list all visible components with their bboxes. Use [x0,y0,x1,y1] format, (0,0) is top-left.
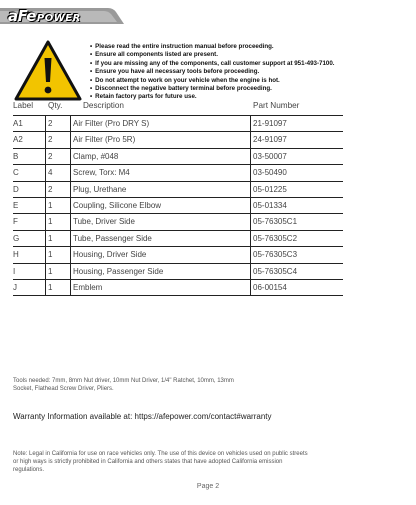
row-part-number: 05-76305C4 [253,266,298,276]
row-description: Coupling, Silicone Elbow [73,200,162,210]
warning-icon [14,40,82,102]
row-label: H [13,250,19,260]
tools-needed-text: Tools needed: 7mm, 8mm Nut driver, 10mm Nut Driver, 1/4" Ratchet, 10mm, 13mm Socket, Flathead Screw Driver, Pliers. [13,378,234,392]
warning-item: • Disconnect the negative battery terminal before proceeding. [90,85,410,93]
row-label: F [13,217,18,227]
column-header-qty: Qty. [48,101,63,110]
row-description: Plug, Urethane [73,184,127,194]
row-qty: 1 [48,217,53,227]
row-part-number: 21-91097 [253,119,287,128]
row-part-number: 05-01225 [253,184,287,194]
row-part-number: 03-50490 [253,168,287,178]
table-row [13,247,343,263]
table-row [13,198,343,214]
row-description: Clamp, #048 [73,151,119,161]
column-header-label: Label [13,101,34,110]
row-part-number: 24-91097 [253,135,287,145]
row-part-number: 03-50007 [253,151,287,161]
warning-item: • Ensure you have all necessary tools before proceeding. [90,68,410,76]
row-description: Screw, Torx: M4 [73,168,130,178]
warning-item: • Please read the entire instruction manual before proceeding. [90,43,410,51]
row-label: B [13,151,19,161]
row-qty: 4 [48,168,53,178]
row-part-number: 05-76305C2 [253,233,298,243]
row-label: J [13,282,17,292]
row-qty: 2 [48,119,53,128]
row-qty: 2 [48,151,53,161]
row-part-number: 06-00154 [253,282,287,292]
row-qty: 2 [48,135,53,145]
logo-power: POWER [36,13,81,24]
row-qty: 1 [48,250,53,260]
table-row [13,231,343,247]
row-qty: 1 [48,266,53,276]
row-label: A2 [13,135,23,145]
row-label: G [13,233,20,243]
row-qty: 1 [48,200,53,210]
row-label: D [13,184,19,194]
logo-wordmark [8,9,81,26]
table-row [13,165,343,181]
table-row [13,149,343,165]
row-label: A1 [13,119,23,128]
row-label: E [13,200,19,210]
warning-item: • If you are missing any of the components, call customer support at 951-493-7100. [90,60,410,68]
warning-item: • Ensure all components listed are present. [90,51,410,59]
page-number: Page 2 [196,483,220,490]
row-qty: 1 [48,233,53,243]
row-label: C [13,168,19,178]
table-row [13,116,343,132]
row-part-number: 05-76305C3 [253,250,298,260]
row-qty: 1 [48,282,53,292]
row-description: Housing, Driver Side [73,250,147,260]
warning-item: • Do not attempt to work on your vehicle when the engine is hot. [90,77,410,85]
legal-note: Note: Legal in California for use on race vehicles only. The use of this device on vehicles used on public streets or high ways is strictly prohibited in California and others states that have adopted California emission regulations. [13,451,308,473]
row-description: Tube, Driver Side [73,217,135,227]
table-row [13,280,343,296]
column-header-description: Description [83,101,124,110]
row-description: Housing, Passenger Side [73,266,164,276]
row-label: I [13,266,16,276]
row-part-number: 05-01334 [253,200,287,210]
table-row [13,182,343,198]
brand-logo [0,2,126,32]
parts-table [13,115,343,296]
warning-item: • Retain factory parts for future use. [90,93,410,101]
table-row [13,264,343,280]
parts-table-header [0,101,416,115]
warranty-text: Warranty Information available at: https://afepower.com/contact#warranty [13,412,272,421]
row-description: Air Filter (Pro DRY S) [73,119,150,128]
column-header-part-number: Part Number [253,101,300,110]
row-description: Tube, Passenger Side [73,233,152,243]
logo-name: aFe [8,7,36,25]
warning-list [90,43,410,102]
row-description: Air Filter (Pro 5R) [73,135,136,145]
row-qty: 2 [48,184,53,194]
row-description: Emblem [73,282,103,292]
table-row [13,214,343,230]
row-part-number: 05-76305C1 [253,217,298,227]
table-row [13,132,343,148]
